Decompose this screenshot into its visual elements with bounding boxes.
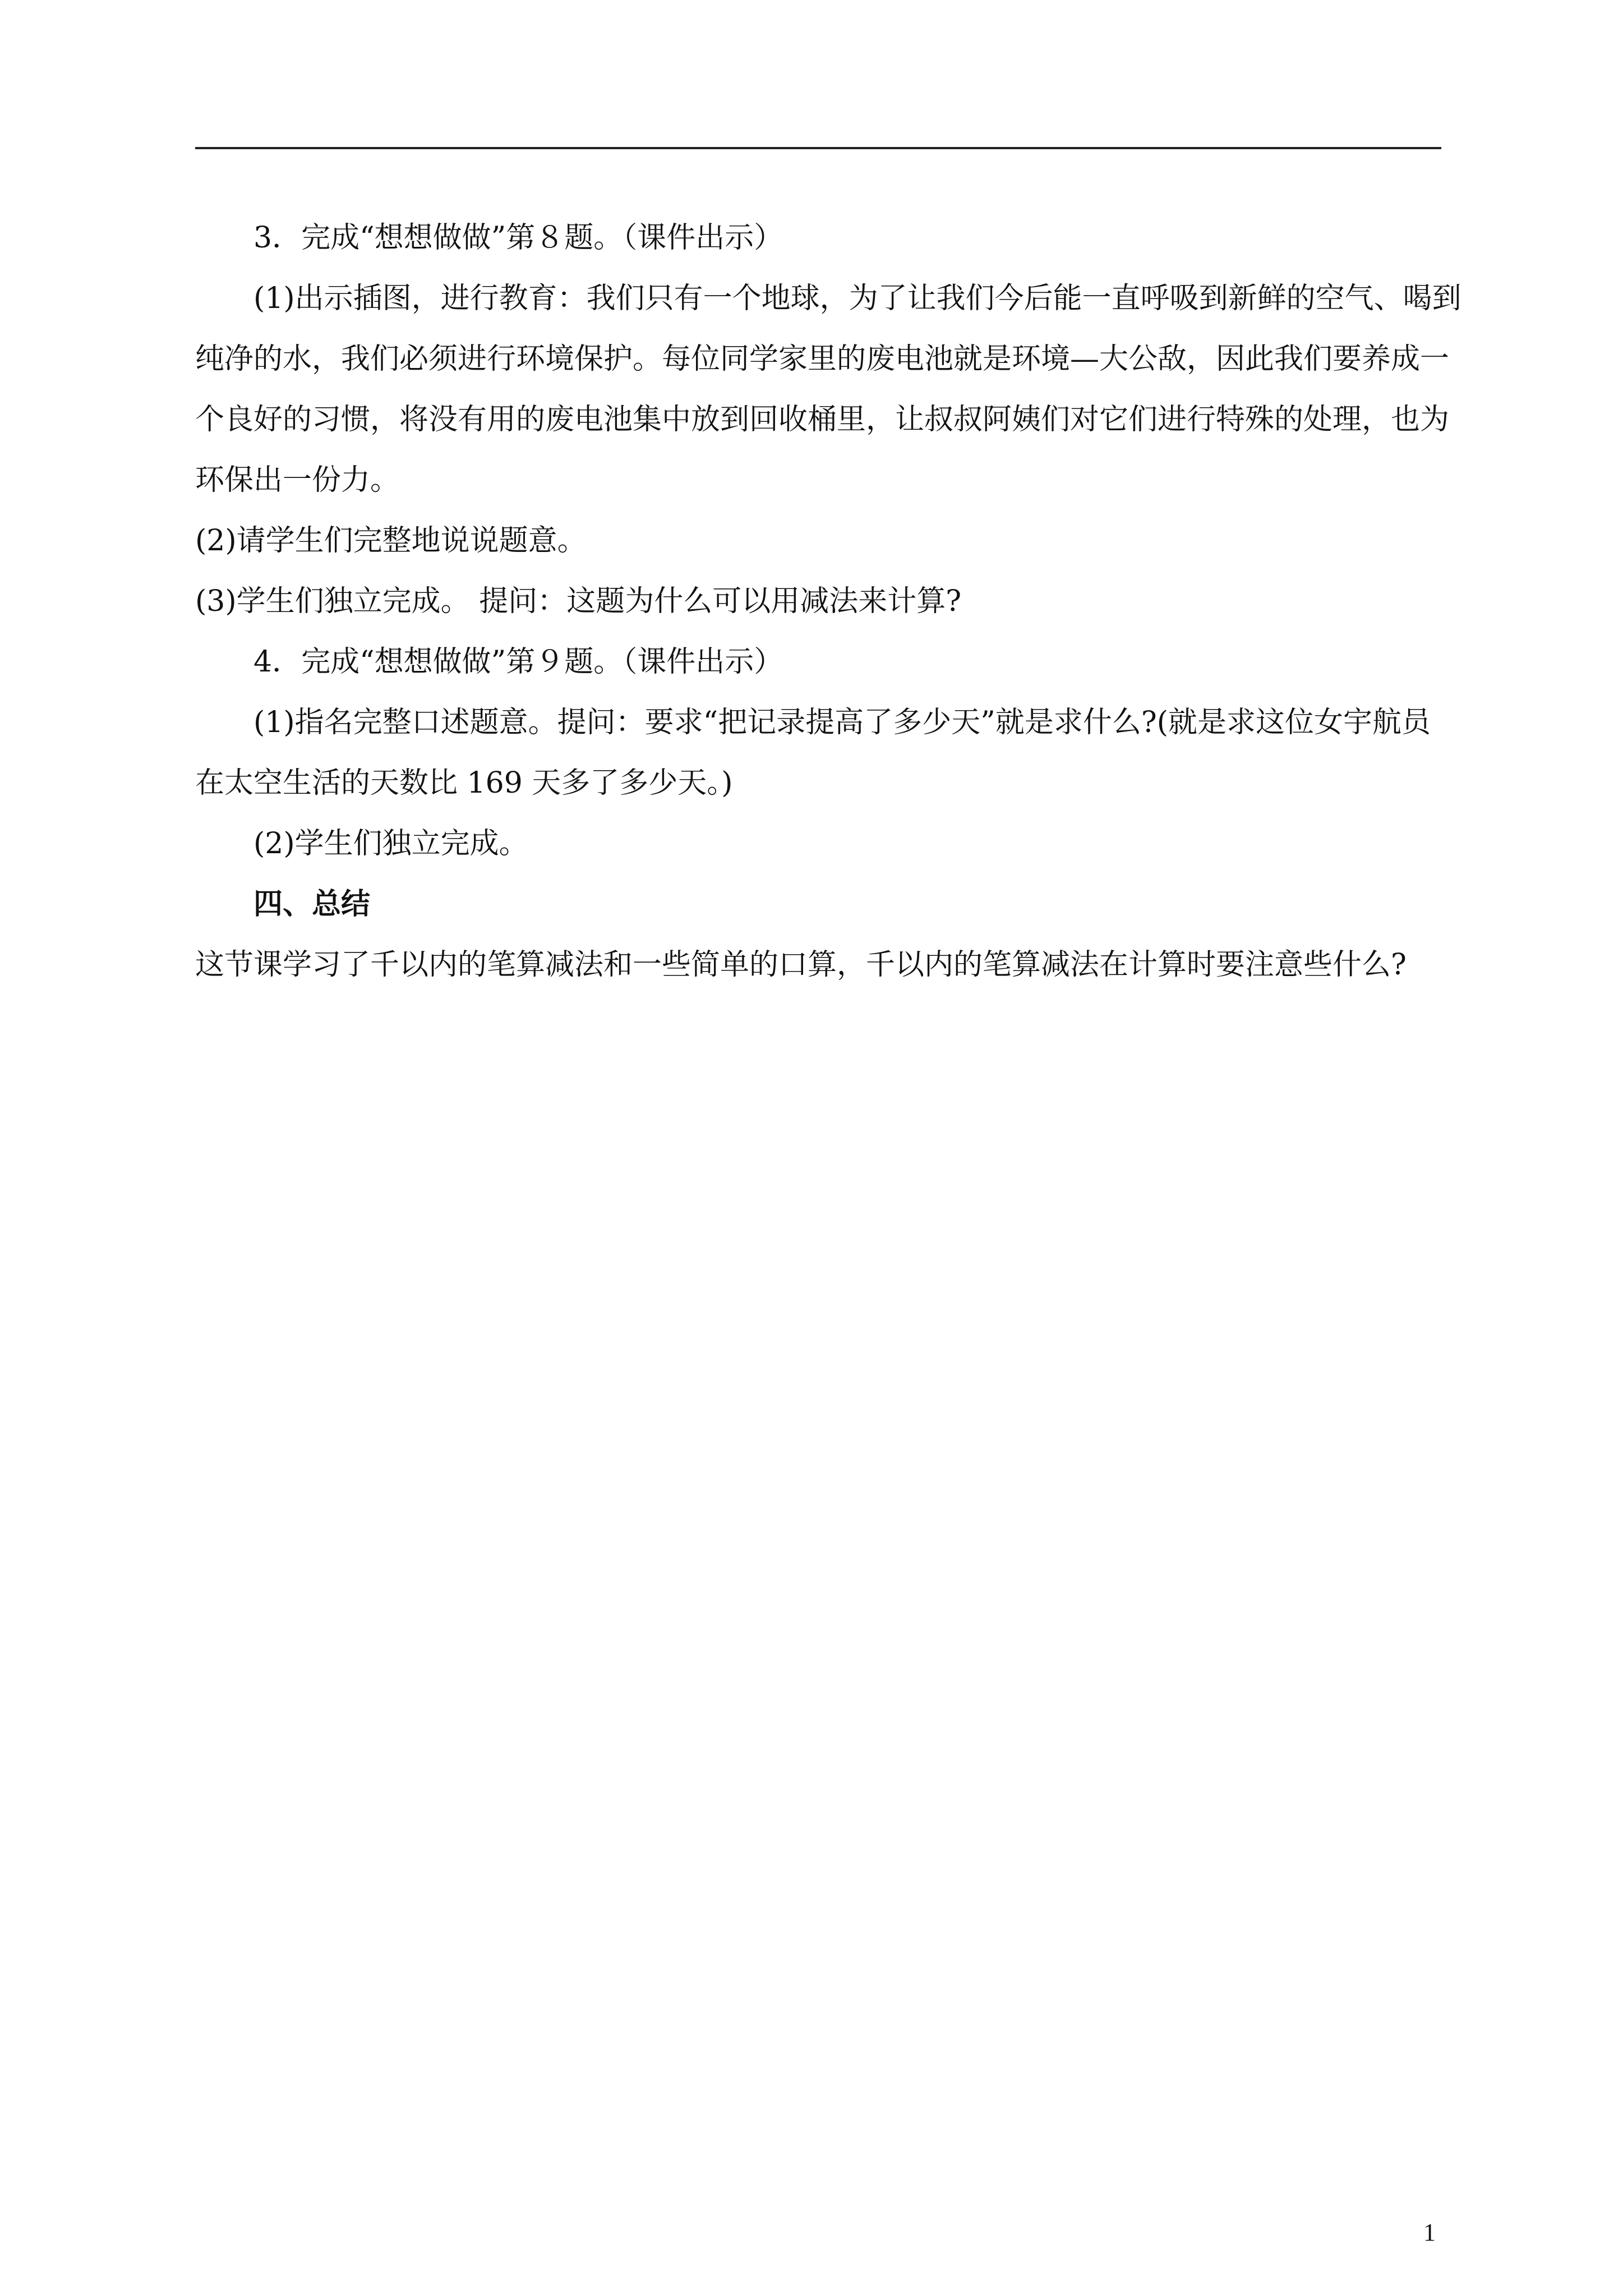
- paragraph-task-3: [195, 208, 1446, 268]
- text-line: 纯净的水，我们必须进行环境保护。每位同学家里的废电池就是环境—大公敌，因此我们要养成一: [195, 342, 1450, 376]
- heading-text: 四、总结: [253, 887, 371, 921]
- text-line: 这节课学习了千以内的笔算减法和一些简单的口算，千以内的笔算减法在计算时要注意些什么?: [195, 948, 1407, 982]
- document-body: [195, 208, 1461, 995]
- text-line: 3．完成“想想做做”第８题。（课件出示）: [253, 221, 783, 255]
- text-line: (1)指名完整口述题意。提问：要求“把记录提高了多少天”就是求什么?(就是求这位女宇航员: [253, 706, 1431, 739]
- paragraph-complete: [195, 813, 1446, 874]
- paragraph-retell: [195, 510, 1446, 571]
- text-line: (2)请学生们完整地说说题意。: [195, 524, 587, 558]
- text-line: (1)出示插图，进行教育：我们只有一个地球，为了让我们今后能一直呼吸到新鲜的空气、喝到: [253, 282, 1461, 315]
- text-line: 4．完成“想想做做”第９题。（课件出示）: [253, 645, 783, 679]
- text-line: (3)学生们独立完成。 提问：这题为什么可以用减法来计算?: [195, 585, 962, 618]
- paragraph-education: [195, 268, 1461, 510]
- text-line: (2)学生们独立完成。: [253, 827, 528, 861]
- section-heading-summary: [195, 874, 1446, 935]
- text-line: 环保出一份力。: [195, 463, 400, 497]
- paragraph-independent: [195, 571, 1446, 632]
- paragraph-task-4: [195, 632, 1446, 692]
- text-line: 个良好的习惯，将没有用的废电池集中放到回收桶里，让叔叔阿姨们对它们进行特殊的处理，也为: [195, 403, 1450, 436]
- page-number: 1: [1423, 2219, 1436, 2246]
- paragraph-summary: [195, 935, 1446, 995]
- paragraph-record-question: [195, 692, 1446, 813]
- text-line: 在太空生活的天数比 169 天多了多少天。): [195, 766, 733, 800]
- header-rule: [195, 147, 1441, 149]
